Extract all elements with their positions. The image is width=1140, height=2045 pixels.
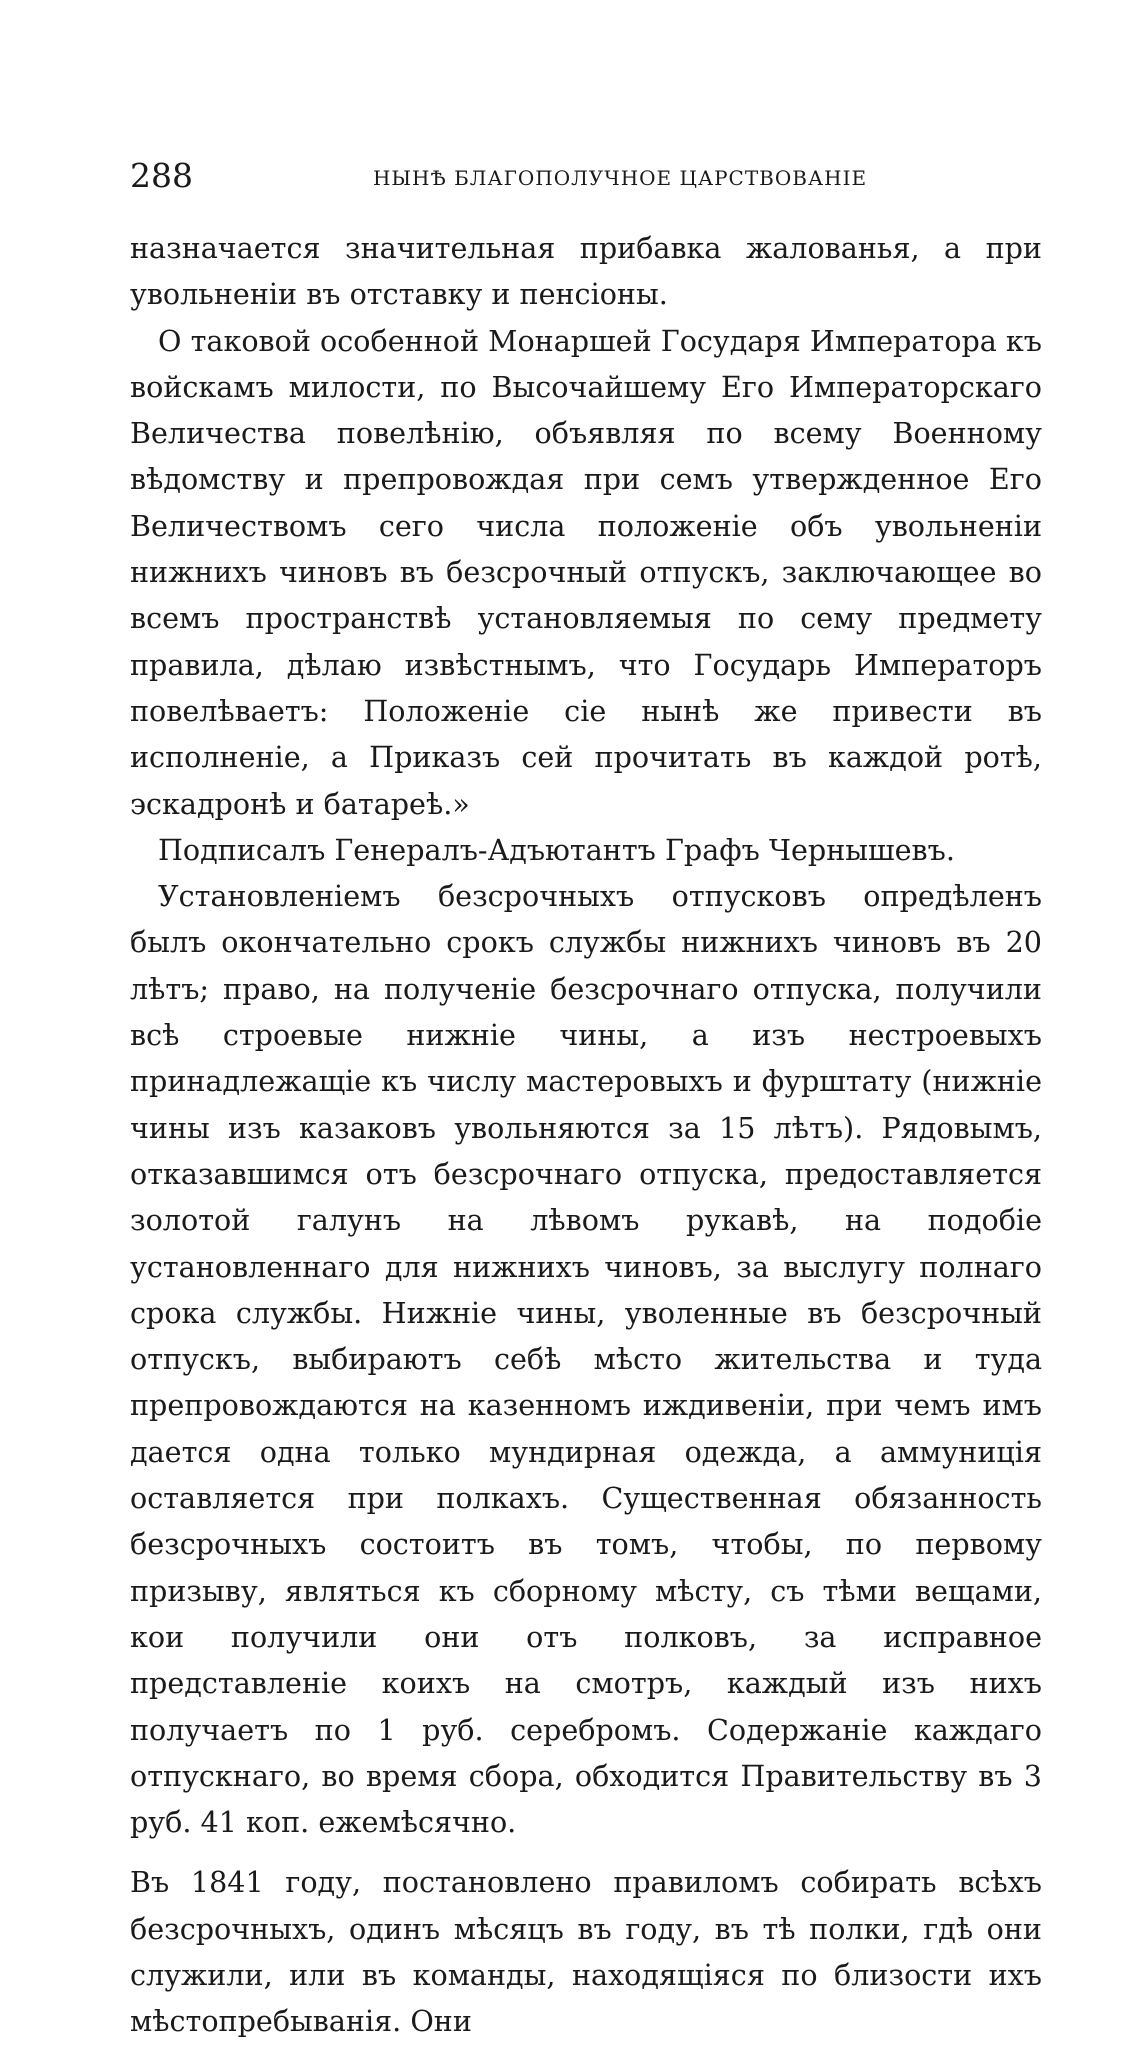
paragraph-1: назначается значительная прибавка жалованья, а при увольненіи въ отставку и пенсіоны. bbox=[130, 231, 1042, 312]
body-text bbox=[130, 225, 1042, 2045]
paragraph-3: Подписалъ Генералъ-Адъютантъ Графъ Чернышевъ. bbox=[158, 832, 955, 867]
page-header bbox=[130, 156, 1030, 200]
paragraph-2: О таковой особенной Монаршей Государя Императора къ войскамъ милости, по Высочайшему Его Императорскаго Величества повелѣнію, объявляя по всему Военному вѣдомству и препровождая при семъ утвержденное Его Величествомъ сего числа положеніе объ увольненіи нижнихъ чиновъ въ безсрочный отпускъ, заключающее во всемъ пространствѣ установляемыя по сему предмету правила, дѣлаю извѣстнымъ, что Государь Императоръ повелѣваетъ: Положеніе сіе нынѣ же привести въ исполненіе, а Приказъ сей прочитать въ каждой ротѣ, эскадронѣ и батареѣ.» bbox=[130, 323, 1042, 821]
page-number: 288 bbox=[130, 156, 193, 195]
running-title: НЫНѢ БЛАГОПОЛУЧНОЕ ЦАРСТВОВАНІЕ bbox=[372, 166, 868, 190]
paragraph-4: Установленіемъ безсрочныхъ отпусковъ опредѣленъ былъ окончательно срокъ службы нижнихъ чиновъ въ 20 лѣтъ; право, на полученіе безсрочнаго отпуска, получили всѣ строевые нижніе чины, а изъ нестроевыхъ принадлежащіе къ числу мастеровыхъ и фурштату (нижніе чины изъ казаковъ увольняются за 15 лѣтъ). Рядовымъ, отказавшимся отъ безсрочнаго отпуска, предоставляется золотой галунъ на лѣвомъ рукавѣ, на подобіе установленнаго для нижнихъ чиновъ, за выслугу полнаго срока службы. Нижніе чины, уволенные въ безсрочный отпускъ, выбираютъ себѣ мѣсто жительства и туда препровождаются на казенномъ иждивеніи, при чемъ имъ дается одна только мундирная одежда, а аммуниція оставляется при полкахъ. Существенная обязанность безсрочныхъ состоитъ въ томъ, чтобы, по первому призыву, являться къ сборному мѣсту, съ тѣми вещами, кои получили они отъ полковъ, за исправное представленіе коихъ на смотръ, каждый изъ нихъ получаетъ по 1 руб. серебромъ. Содержаніе каждаго отпускнаго, во время сбора, обходится Правительству въ 3 руб. 41 коп. ежемѣсячно. bbox=[130, 879, 1042, 1840]
paragraph-5: Въ 1841 году, постановлено правиломъ собирать всѣхъ безсрочныхъ, одинъ мѣсяцъ въ году, въ тѣ полки, гдѣ они служили, или въ команды, находящіяся по близости ихъ мѣстопребыванія. Они bbox=[130, 1865, 1042, 2039]
